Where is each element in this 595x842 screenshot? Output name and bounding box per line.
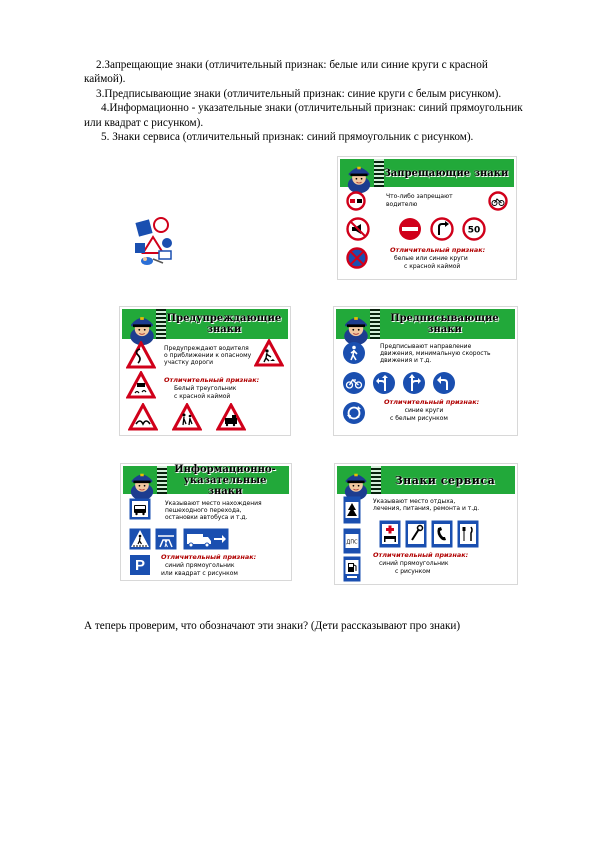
slippery-road-sign-icon <box>126 371 156 399</box>
uneven-road-sign-icon <box>128 403 158 431</box>
slide-title: Запрещающие знаки <box>383 167 509 179</box>
feature-line: Белый треугольник <box>174 385 237 392</box>
road-signs-clipart <box>133 215 175 267</box>
slide-title: Знаки сервиса <box>394 473 496 487</box>
rest-area-sign-icon <box>343 496 361 524</box>
slide-title-line: Информационно- <box>174 463 276 475</box>
straight-or-left-sign-icon <box>372 371 396 395</box>
intro-line-prohibit-cont: каймой). <box>84 73 126 85</box>
feature-title: Отличительный признак: <box>373 551 469 559</box>
slide-desc-line: движения и т.д. <box>380 357 432 364</box>
road-works-sign-icon <box>254 339 284 367</box>
feature-title: Отличительный признак: <box>390 246 486 254</box>
slide-desc-line: Указывают место нахождения <box>165 500 262 507</box>
dps-label: ДПС <box>346 539 358 546</box>
slide-service-signs <box>334 463 518 585</box>
food-point-sign-icon <box>457 520 479 548</box>
slide-title: Предписывающие знаки <box>390 313 499 335</box>
parking-sign-icon <box>129 554 151 576</box>
slide-desc-line: водителю <box>386 201 418 208</box>
slide-desc-line: о приближении к опасному <box>164 352 252 359</box>
slide-desc-line: Что-либо запрещают <box>386 193 453 200</box>
slide-mandatory-signs <box>333 306 518 436</box>
intro-line-info: 4.Информационно - указательные знаки (отличительный признак: синий прямоугольник <box>101 102 523 114</box>
slide-title: Предупреждающие знаки <box>166 313 282 335</box>
intro-line-service: 5. Знаки сервиса (отличительный признак: синий прямоугольник с рисунком). <box>101 131 474 143</box>
feature-title: Отличительный признак: <box>384 398 480 406</box>
roundabout-sign-icon <box>342 401 366 425</box>
outro-question: А теперь проверим, что обозначают эти знаки? (Дети рассказывают про знаки) <box>84 620 461 632</box>
intro-line-prohibit: 2.Запрещающие знаки (отличительный признак: белые или синие круги с красной <box>96 59 488 71</box>
traffic-officer-icon <box>123 466 161 502</box>
slide-info-signs <box>120 463 292 581</box>
feature-title: Отличительный признак: <box>161 553 257 561</box>
fuel-station-sign-icon <box>343 556 361 582</box>
no-parking-sign-icon <box>346 247 368 269</box>
pedestrian-path-sign-icon <box>342 341 366 365</box>
slide-desc-line: Предписывают направление <box>380 343 472 350</box>
bicycle-path-sign-icon <box>342 371 366 395</box>
slide-desc-line: движения, минимальную скорость <box>380 350 491 357</box>
intro-line-mandatory: 3.Предписывающие знаки (отличительный признак: синие круги с белым рисунком). <box>96 88 502 100</box>
feature-title: Отличительный признак: <box>164 376 260 384</box>
speed-limit-value: 50 <box>467 225 481 236</box>
hospital-sign-icon <box>379 520 401 548</box>
dangerous-curve-sign-icon <box>126 341 156 369</box>
no-horn-sign-icon <box>346 217 370 241</box>
slide-warning-signs <box>119 306 291 436</box>
underpass-sign-icon <box>155 528 177 550</box>
feature-line: или квадрат с рисунком <box>161 570 238 577</box>
feature-line: с белым рисунком <box>390 415 448 422</box>
slide-desc-line: Указывают место отдыха, <box>373 498 456 505</box>
slide-desc-line: участку дороги <box>164 359 213 366</box>
feature-line: с красной каймой <box>174 393 231 400</box>
parking-sign-letter: P <box>134 556 145 574</box>
no-overtaking-sign-icon <box>346 191 366 211</box>
pedestrian-crossing-sign-icon <box>129 528 151 550</box>
slide-desc-line: остановки автобуса и т.д. <box>165 514 248 521</box>
bus-stop-sign-icon <box>129 498 151 520</box>
truck-direction-sign-icon <box>183 528 229 550</box>
traffic-police-post-sign-icon <box>343 528 361 554</box>
intro-line-info-cont: или квадрат с рисунком). <box>84 117 204 129</box>
feature-line: с красной каймой <box>404 263 461 270</box>
feature-line: с рисунком <box>395 568 431 575</box>
no-bicycles-sign-icon <box>488 191 508 211</box>
feature-line: синий прямоугольник <box>165 562 235 569</box>
slide-prohibit-signs <box>337 156 517 280</box>
slide-title <box>165 463 285 497</box>
feature-line: белые или синие круги <box>394 255 468 262</box>
slide-desc-line: лечения, питания, ремонта и т.д. <box>373 505 480 512</box>
children-crossing-sign-icon <box>172 403 202 431</box>
feature-line: синий прямоугольник <box>379 560 449 567</box>
traffic-officer-icon <box>340 159 378 195</box>
slide-desc-line: пешеходного перехода, <box>165 507 242 514</box>
slide-title-line: указательные знаки <box>183 474 267 497</box>
turn-left-sign-icon <box>432 371 456 395</box>
car-repair-sign-icon <box>405 520 427 548</box>
straight-or-right-sign-icon <box>402 371 426 395</box>
slide-desc-line: Предупреждают водителя <box>164 345 249 352</box>
no-right-turn-sign-icon <box>430 217 454 241</box>
railway-crossing-sign-icon <box>216 403 246 431</box>
no-entry-sign-icon <box>398 217 422 241</box>
feature-line: синие круги <box>404 407 444 414</box>
speed-limit-sign-icon <box>462 217 486 241</box>
telephone-sign-icon <box>431 520 453 548</box>
